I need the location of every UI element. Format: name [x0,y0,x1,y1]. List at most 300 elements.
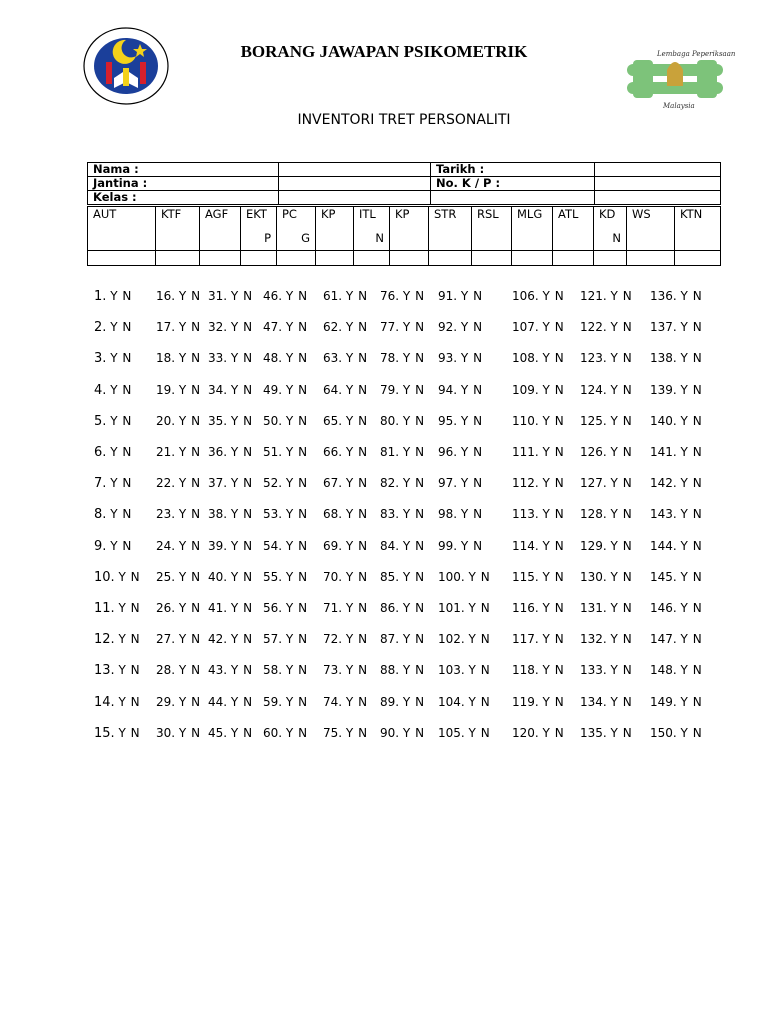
yes-no-options[interactable]: Y N [230,569,253,584]
yes-no-options[interactable]: Y N [402,445,425,459]
yes-no-options[interactable]: Y N [118,569,141,584]
yes-no-options[interactable]: Y N [542,507,565,522]
yes-no-options[interactable]: Y N [610,632,633,647]
answer-item[interactable] [156,567,201,587]
yes-no-options[interactable]: Y N [402,382,425,397]
answer-item[interactable] [208,348,253,368]
answer-item[interactable] [323,411,368,431]
answer-item[interactable] [650,348,702,368]
answer-item[interactable] [650,442,702,462]
scale-score-cell-3[interactable] [241,251,277,266]
yes-no-options[interactable]: Y N [460,289,483,303]
answer-item[interactable] [380,411,425,431]
answer-item[interactable] [512,286,564,306]
yes-no-options[interactable]: Y N [468,632,491,647]
answer-item[interactable] [263,629,308,649]
yes-no-options[interactable]: Y N [230,289,253,303]
answer-item[interactable] [580,660,632,680]
answer-item[interactable] [94,411,132,432]
yes-no-options[interactable]: Y N [285,601,308,615]
answer-item[interactable] [94,723,140,744]
yes-no-options[interactable]: Y N [345,694,368,709]
answer-item[interactable] [380,598,425,618]
yes-no-options[interactable]: Y N [402,601,425,615]
answer-item[interactable] [94,348,132,369]
yes-no-options[interactable]: Y N [542,663,565,678]
answer-item[interactable] [580,411,632,431]
answer-item[interactable] [380,692,425,712]
yes-no-options[interactable]: Y N [345,413,368,428]
answer-item[interactable] [94,473,132,494]
answer-item[interactable] [208,660,253,680]
yes-no-options[interactable]: Y N [402,632,425,647]
yes-no-options[interactable]: Y N [468,601,491,615]
answer-item[interactable] [512,629,564,649]
yes-no-options[interactable]: Y N [285,507,308,522]
yes-no-options[interactable]: Y N [345,632,368,647]
answer-item[interactable] [380,442,425,462]
answer-item[interactable] [208,629,253,649]
yes-no-options[interactable]: Y N [680,445,703,459]
scale-score-cell-8[interactable] [429,251,472,266]
yes-no-options[interactable]: Y N [610,445,633,459]
answer-item[interactable] [156,317,201,337]
kelas-field[interactable] [279,191,431,205]
yes-no-options[interactable]: Y N [230,320,253,335]
yes-no-options[interactable]: Y N [460,445,483,459]
yes-no-options[interactable]: Y N [178,569,201,584]
answer-item[interactable] [512,692,564,712]
yes-no-options[interactable]: Y N [285,382,308,397]
yes-no-options[interactable]: Y N [285,413,308,428]
scale-score-cell-13[interactable] [627,251,675,266]
yes-no-options[interactable]: Y N [345,289,368,303]
answer-item[interactable] [94,598,140,619]
answer-item[interactable] [263,473,308,493]
answer-item[interactable] [580,380,632,400]
yes-no-options[interactable]: Y N [610,351,633,366]
yes-no-options[interactable]: Y N [110,320,132,335]
answer-item[interactable] [208,380,253,400]
yes-no-options[interactable]: Y N [610,382,633,397]
yes-no-options[interactable]: Y N [345,476,368,491]
yes-no-options[interactable]: Y N [178,725,201,740]
yes-no-options[interactable]: Y N [285,632,308,647]
yes-no-options[interactable]: Y N [345,725,368,740]
yes-no-options[interactable]: Y N [118,632,141,647]
answer-item[interactable] [323,504,368,524]
answer-item[interactable] [512,442,564,462]
yes-no-options[interactable]: Y N [460,351,483,366]
answer-item[interactable] [650,380,702,400]
answer-item[interactable] [650,660,702,680]
yes-no-options[interactable]: Y N [402,351,425,366]
answer-item[interactable] [156,286,201,306]
yes-no-options[interactable]: Y N [118,694,141,709]
answer-item[interactable] [380,536,425,556]
answer-item[interactable] [94,660,140,681]
yes-no-options[interactable]: Y N [680,663,703,678]
answer-item[interactable] [512,348,564,368]
answer-item[interactable] [263,536,308,556]
yes-no-options[interactable]: Y N [285,320,308,335]
answer-item[interactable] [323,442,368,462]
yes-no-options[interactable]: Y N [178,413,201,428]
yes-no-options[interactable]: Y N [230,694,253,709]
scale-score-cell-1[interactable] [156,251,200,266]
answer-item[interactable] [650,598,702,618]
answer-item[interactable] [512,723,564,743]
answer-item[interactable] [438,442,483,462]
answer-item[interactable] [380,286,425,306]
yes-no-options[interactable]: Y N [542,289,565,303]
answer-item[interactable] [650,504,702,524]
answer-item[interactable] [208,317,253,337]
answer-item[interactable] [438,473,483,493]
answer-item[interactable] [208,598,253,618]
yes-no-options[interactable]: Y N [680,476,703,491]
answer-item[interactable] [94,286,132,307]
answer-item[interactable] [512,598,564,618]
answer-item[interactable] [512,504,564,524]
answer-item[interactable] [650,567,702,587]
answer-item[interactable] [438,286,483,306]
answer-item[interactable] [323,660,368,680]
yes-no-options[interactable]: Y N [402,507,425,522]
answer-item[interactable] [438,567,490,587]
answer-item[interactable] [323,567,368,587]
yes-no-options[interactable]: Y N [402,663,425,678]
yes-no-options[interactable]: Y N [230,413,253,428]
answer-item[interactable] [650,723,702,743]
yes-no-options[interactable]: Y N [345,663,368,678]
yes-no-options[interactable]: Y N [345,538,368,553]
answer-item[interactable] [263,411,308,431]
yes-no-options[interactable]: Y N [402,289,425,303]
yes-no-options[interactable]: Y N [542,351,565,366]
answer-item[interactable] [94,567,140,588]
answer-item[interactable] [380,629,425,649]
answer-item[interactable] [156,504,201,524]
answer-item[interactable] [323,380,368,400]
yes-no-options[interactable]: Y N [178,507,201,522]
yes-no-options[interactable]: Y N [230,538,253,553]
yes-no-options[interactable]: Y N [542,569,565,584]
answer-item[interactable] [94,536,132,557]
yes-no-options[interactable]: Y N [110,445,132,459]
yes-no-options[interactable]: Y N [610,569,633,584]
yes-no-options[interactable]: Y N [460,538,483,553]
answer-item[interactable] [380,348,425,368]
answer-item[interactable] [323,598,368,618]
answer-item[interactable] [650,286,702,306]
yes-no-options[interactable]: Y N [178,601,201,615]
answer-item[interactable] [650,473,702,493]
yes-no-options[interactable]: Y N [178,445,201,459]
scale-score-cell-14[interactable] [675,251,721,266]
yes-no-options[interactable]: Y N [468,725,491,740]
yes-no-options[interactable]: Y N [345,507,368,522]
yes-no-options[interactable]: Y N [118,725,141,740]
answer-item[interactable] [512,660,564,680]
scale-score-cell-12[interactable] [594,251,627,266]
yes-no-options[interactable]: Y N [230,476,253,491]
answer-item[interactable] [650,536,702,556]
answer-item[interactable] [512,567,564,587]
yes-no-options[interactable]: Y N [178,663,201,678]
yes-no-options[interactable]: Y N [345,601,368,615]
answer-item[interactable] [438,536,483,556]
answer-item[interactable] [263,286,308,306]
answer-item[interactable] [263,567,308,587]
yes-no-options[interactable]: Y N [542,725,565,740]
yes-no-options[interactable]: Y N [468,694,491,709]
answer-item[interactable] [263,348,308,368]
answer-item[interactable] [263,598,308,618]
answer-item[interactable] [650,317,702,337]
answer-item[interactable] [156,598,201,618]
yes-no-options[interactable]: Y N [230,445,253,459]
answer-item[interactable] [323,348,368,368]
answer-item[interactable] [580,723,632,743]
yes-no-options[interactable]: Y N [285,663,308,678]
answer-item[interactable] [380,660,425,680]
yes-no-options[interactable]: Y N [610,663,633,678]
yes-no-options[interactable]: Y N [345,569,368,584]
yes-no-options[interactable]: Y N [680,632,703,647]
answer-item[interactable] [208,473,253,493]
yes-no-options[interactable]: Y N [110,476,132,491]
yes-no-options[interactable]: Y N [680,351,703,366]
answer-item[interactable] [94,442,132,463]
answer-item[interactable] [208,567,253,587]
answer-item[interactable] [380,504,425,524]
answer-item[interactable] [650,692,702,712]
yes-no-options[interactable]: Y N [178,538,201,553]
answer-item[interactable] [323,473,368,493]
yes-no-options[interactable]: Y N [542,413,565,428]
answer-item[interactable] [580,286,632,306]
yes-no-options[interactable]: Y N [285,694,308,709]
answer-item[interactable] [208,692,253,712]
yes-no-options[interactable]: Y N [230,663,253,678]
answer-item[interactable] [438,692,490,712]
answer-item[interactable] [156,348,201,368]
scale-score-cell-0[interactable] [88,251,156,266]
yes-no-options[interactable]: Y N [610,725,633,740]
answer-item[interactable] [438,660,490,680]
answer-item[interactable] [94,317,132,338]
answer-item[interactable] [263,504,308,524]
yes-no-options[interactable]: Y N [680,694,703,709]
yes-no-options[interactable]: Y N [110,413,132,428]
answer-item[interactable] [380,473,425,493]
scale-score-cell-9[interactable] [472,251,512,266]
answer-item[interactable] [512,317,564,337]
yes-no-options[interactable]: Y N [542,476,565,491]
answer-item[interactable] [156,660,201,680]
answer-item[interactable] [512,536,564,556]
yes-no-options[interactable]: Y N [402,725,425,740]
answer-item[interactable] [208,286,253,306]
answer-item[interactable] [208,442,253,462]
answer-item[interactable] [94,504,132,525]
yes-no-options[interactable]: Y N [285,351,308,366]
answer-item[interactable] [580,504,632,524]
answer-item[interactable] [580,473,632,493]
yes-no-options[interactable]: Y N [118,601,141,615]
nokp-field[interactable] [595,177,721,191]
yes-no-options[interactable]: Y N [345,445,368,459]
yes-no-options[interactable]: Y N [110,507,132,522]
answer-item[interactable] [438,317,483,337]
answer-item[interactable] [580,598,632,618]
answer-item[interactable] [94,692,140,713]
scale-score-cell-4[interactable] [277,251,316,266]
answer-item[interactable] [94,380,132,401]
yes-no-options[interactable]: Y N [402,320,425,335]
answer-item[interactable] [208,504,253,524]
yes-no-options[interactable]: Y N [680,289,703,303]
answer-item[interactable] [580,692,632,712]
jantina-field[interactable] [279,177,431,191]
yes-no-options[interactable]: Y N [285,569,308,584]
yes-no-options[interactable]: Y N [680,382,703,397]
scale-score-cell-2[interactable] [200,251,241,266]
answer-item[interactable] [156,411,201,431]
yes-no-options[interactable]: Y N [542,694,565,709]
answer-item[interactable] [208,723,253,743]
answer-item[interactable] [263,442,308,462]
yes-no-options[interactable]: Y N [610,320,633,335]
yes-no-options[interactable]: Y N [178,632,201,647]
yes-no-options[interactable]: Y N [680,569,703,584]
yes-no-options[interactable]: Y N [402,538,425,553]
answer-item[interactable] [438,411,483,431]
yes-no-options[interactable]: Y N [178,351,201,366]
yes-no-options[interactable]: Y N [460,507,483,522]
answer-item[interactable] [438,348,483,368]
yes-no-options[interactable]: Y N [402,476,425,491]
scale-score-cell-7[interactable] [390,251,429,266]
answer-item[interactable] [438,504,483,524]
answer-item[interactable] [438,629,490,649]
yes-no-options[interactable]: Y N [542,601,565,615]
yes-no-options[interactable]: Y N [110,382,132,397]
answer-item[interactable] [323,286,368,306]
yes-no-options[interactable]: Y N [680,413,703,428]
yes-no-options[interactable]: Y N [345,382,368,397]
answer-item[interactable] [380,723,425,743]
answer-item[interactable] [263,660,308,680]
yes-no-options[interactable]: Y N [178,320,201,335]
answer-item[interactable] [438,380,483,400]
yes-no-options[interactable]: Y N [460,413,483,428]
yes-no-options[interactable]: Y N [178,382,201,397]
yes-no-options[interactable]: Y N [610,476,633,491]
answer-item[interactable] [580,629,632,649]
answer-item[interactable] [650,411,702,431]
answer-item[interactable] [94,629,140,650]
yes-no-options[interactable]: Y N [680,507,703,522]
yes-no-options[interactable]: Y N [680,538,703,553]
yes-no-options[interactable]: Y N [610,538,633,553]
yes-no-options[interactable]: Y N [118,663,141,678]
yes-no-options[interactable]: Y N [542,445,565,459]
answer-item[interactable] [323,629,368,649]
yes-no-options[interactable]: Y N [610,694,633,709]
scale-score-cell-5[interactable] [316,251,354,266]
answer-item[interactable] [156,536,201,556]
yes-no-options[interactable]: Y N [345,351,368,366]
yes-no-options[interactable]: Y N [230,351,253,366]
yes-no-options[interactable]: Y N [402,413,425,428]
yes-no-options[interactable]: Y N [542,382,565,397]
tarikh-field[interactable] [595,163,721,177]
yes-no-options[interactable]: Y N [230,507,253,522]
answer-item[interactable] [323,692,368,712]
yes-no-options[interactable]: Y N [460,320,483,335]
yes-no-options[interactable]: Y N [460,476,483,491]
yes-no-options[interactable]: Y N [110,351,132,366]
yes-no-options[interactable]: Y N [110,289,132,303]
yes-no-options[interactable]: Y N [178,476,201,491]
answer-item[interactable] [438,598,490,618]
yes-no-options[interactable]: Y N [542,538,565,553]
yes-no-options[interactable]: Y N [285,476,308,491]
answer-item[interactable] [156,442,201,462]
yes-no-options[interactable]: Y N [285,538,308,553]
yes-no-options[interactable]: Y N [468,663,491,678]
answer-item[interactable] [512,473,564,493]
yes-no-options[interactable]: Y N [680,320,703,335]
answer-item[interactable] [263,692,308,712]
answer-item[interactable] [263,723,308,743]
nama-field[interactable] [279,163,431,177]
answer-item[interactable] [380,317,425,337]
yes-no-options[interactable]: Y N [610,601,633,615]
answer-item[interactable] [156,473,201,493]
answer-item[interactable] [323,317,368,337]
yes-no-options[interactable]: Y N [402,694,425,709]
answer-item[interactable] [380,380,425,400]
answer-item[interactable] [156,723,201,743]
yes-no-options[interactable]: Y N [542,320,565,335]
yes-no-options[interactable]: Y N [468,569,491,584]
answer-item[interactable] [156,629,201,649]
answer-item[interactable] [580,348,632,368]
answer-item[interactable] [208,411,253,431]
yes-no-options[interactable]: Y N [110,538,132,553]
answer-item[interactable] [323,536,368,556]
answer-item[interactable] [650,629,702,649]
yes-no-options[interactable]: Y N [285,289,308,303]
scale-score-cell-11[interactable] [553,251,594,266]
answer-item[interactable] [580,317,632,337]
yes-no-options[interactable]: Y N [402,569,425,584]
answer-item[interactable] [323,723,368,743]
answer-item[interactable] [208,536,253,556]
answer-item[interactable] [580,536,632,556]
yes-no-options[interactable]: Y N [178,289,201,303]
yes-no-options[interactable]: Y N [230,601,253,615]
answer-item[interactable] [156,380,201,400]
yes-no-options[interactable]: Y N [230,382,253,397]
yes-no-options[interactable]: Y N [230,632,253,647]
yes-no-options[interactable]: Y N [178,694,201,709]
yes-no-options[interactable]: Y N [345,320,368,335]
answer-item[interactable] [380,567,425,587]
